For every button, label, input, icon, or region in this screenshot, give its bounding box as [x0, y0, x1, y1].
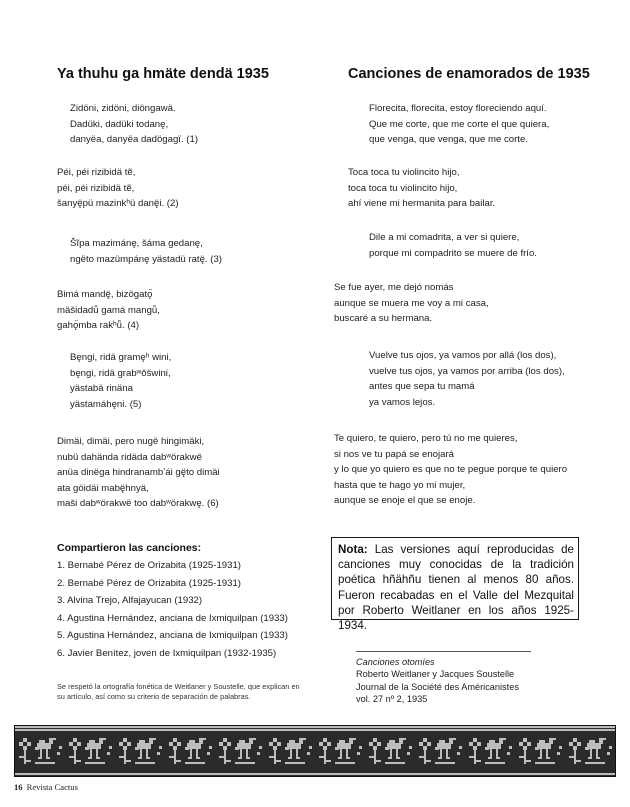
credit-item: 3. Alvina Trejo, Alfajayucan (1932)	[57, 595, 203, 606]
verse-line: Dile a mi comadrita, a ver si quiere,	[369, 232, 520, 243]
citation-volume: vol. 27 nº 2, 1935	[356, 694, 428, 705]
verse-line: aunque se enoje el que se enoje.	[334, 495, 476, 507]
note-label: Nota:	[338, 543, 368, 556]
verse-line: ngëto mazümpánę yästadü ratę̈. (3)	[70, 253, 222, 265]
page-footer	[14, 782, 78, 792]
verse-line: que venga, que venga, que me corte.	[369, 134, 528, 146]
right-stanza-1	[369, 101, 549, 148]
verse-line: antes que sepa tu mamá	[369, 381, 475, 393]
verse-line: Bimá mandę̈, bizögatǫ̈	[57, 289, 153, 300]
left-stanza-6	[57, 434, 220, 512]
verse-line: Zidöni, zidöni, diöngawä.	[70, 103, 176, 114]
verse-line: anüa dinëga hindranambʼái gę̈to dimäi	[57, 467, 220, 479]
left-title: Ya thuhu ga hmäte dendä 1935	[57, 66, 269, 82]
right-stanza-3	[369, 230, 537, 261]
verse-line: maši dabʷörakwë too dabʷörakwę. (6)	[57, 498, 219, 510]
verse-line: Te quiero, te quiero, pero tú no me quieres,	[334, 433, 518, 444]
citation-journal: Journal de la Société des Américanistes	[356, 681, 519, 692]
verse-line: si nos ve tu papá se enojará	[334, 448, 455, 460]
verse-line: Dimäi, dimäi, pero nugë hingimäki,	[57, 436, 205, 447]
verse-line: ata göidäi mabę̈hnyä,	[57, 482, 149, 494]
credit-item: 5. Agustina Hernández, anciana de Ixmiquilpan (1933)	[57, 630, 288, 641]
verse-line: y lo que yo quiero es que no te pegue porque te quiero	[334, 464, 568, 476]
magazine-name: Revista Cactus	[26, 782, 78, 792]
right-stanza-2	[348, 165, 495, 212]
verse-line: porque mi compadrito se muere de frío.	[369, 247, 537, 259]
credit-item: 2. Bernabé Pérez de Orizabita (1925-1931)	[57, 577, 241, 589]
note-text: Las versiones aquí reproducidas de canciones muy conocidas de la tradición poética hñähñu tienen al menos 80 años. Fueron recabadas en el Valle del Mezquital por Roberto Weitlaner en los años 1925-1934.	[338, 543, 574, 633]
verse-line: Šĩpa mazimánę, šáma gedanę,	[70, 238, 203, 249]
verse-line: buscaré a su hermana.	[334, 313, 433, 325]
verse-line: šanyę̈pü mazinkʰü danę̈i. (2)	[57, 198, 179, 210]
credit-item: 4. Agustina Hernández, anciana de Ixmiquilpan (1933)	[57, 612, 288, 624]
credit-item: 6. Javier Benítez, joven de Ixmiquilpan (1932-1935)	[57, 647, 277, 659]
verse-line: Dadüki, dadüki todanę,	[70, 118, 169, 130]
verse-line: mäšidadǖ gamá mangǖ,	[57, 304, 160, 316]
verse-line: toca toca tu violincito hijo,	[348, 182, 458, 194]
verse-line: gahǫ̈mba rakʰǖ. (4)	[57, 320, 140, 332]
citation	[356, 656, 596, 706]
left-stanza-5	[70, 350, 171, 412]
verse-line: Bęngi, ridä gramęʰ wini,	[70, 352, 172, 363]
verse-line: Péi, péi rizibidä tẽ,	[57, 167, 136, 178]
citation-authors: Roberto Weitlaner y Jacques Soustelle	[356, 669, 515, 680]
verse-line: aunque se muera me voy a mi casa,	[334, 297, 489, 309]
right-stanza-5	[369, 348, 565, 410]
left-stanza-1	[70, 101, 198, 148]
verse-line: hasta que te hago yo mi mujer,	[334, 479, 466, 491]
verse-line: péi, péi rizibidä tẽ,	[57, 182, 135, 194]
verse-line: yästamáhęni. (5)	[70, 398, 142, 410]
verse-line: Florecita, florecita, estoy floreciendo aquí.	[369, 103, 547, 114]
citation-divider	[356, 651, 531, 652]
verse-line: yästabä rinäna	[70, 383, 133, 395]
verse-line: ahí viene mi hermanita para bailar.	[348, 198, 496, 210]
right-stanza-4	[334, 280, 489, 327]
verse-line: danyëa, danyëa dadögagï. (1)	[70, 134, 199, 146]
page-number: 16	[14, 782, 23, 792]
verse-line: vuelve tus ojos, ya vamos por arriba (los dos),	[369, 365, 565, 377]
right-title: Canciones de enamorados de 1935	[348, 66, 590, 82]
verse-line: nubü dahända ridäda dabʷörakwë	[57, 451, 202, 463]
citation-title: Canciones otomíes	[356, 657, 435, 667]
embroidery-band	[14, 725, 616, 777]
verse-line: Que me corte, que me corte el que quiera,	[369, 118, 550, 130]
left-stanza-4	[57, 287, 160, 334]
note-box	[331, 537, 579, 633]
verse-line: Se fue ayer, me dejó nomás	[334, 282, 454, 293]
right-stanza-6	[334, 431, 567, 509]
credit-item: 1. Bernabé Pérez de Orizabita (1925-1931)	[57, 560, 241, 571]
verse-line: ya vamos lejos.	[369, 396, 436, 408]
verse-line: bęngi, ridä grabʷǒšwini,	[70, 367, 171, 379]
credits-title: Compartieron las canciones:	[57, 542, 202, 554]
verse-line: Vuelve tus ojos, ya vamos por allá (los dos),	[369, 350, 557, 361]
credits-list	[57, 557, 288, 662]
verse-line: Toca toca tu violincito hijo,	[348, 167, 460, 178]
orthography-footnote: Se respetó la ortografía fonética de Weitlaner y Soustelle, que explican en su artículo, así como su criterio de separación de palabras.	[57, 682, 300, 701]
left-stanza-2	[57, 165, 179, 212]
left-stanza-3	[70, 236, 222, 267]
embroidery-pattern	[15, 726, 616, 777]
